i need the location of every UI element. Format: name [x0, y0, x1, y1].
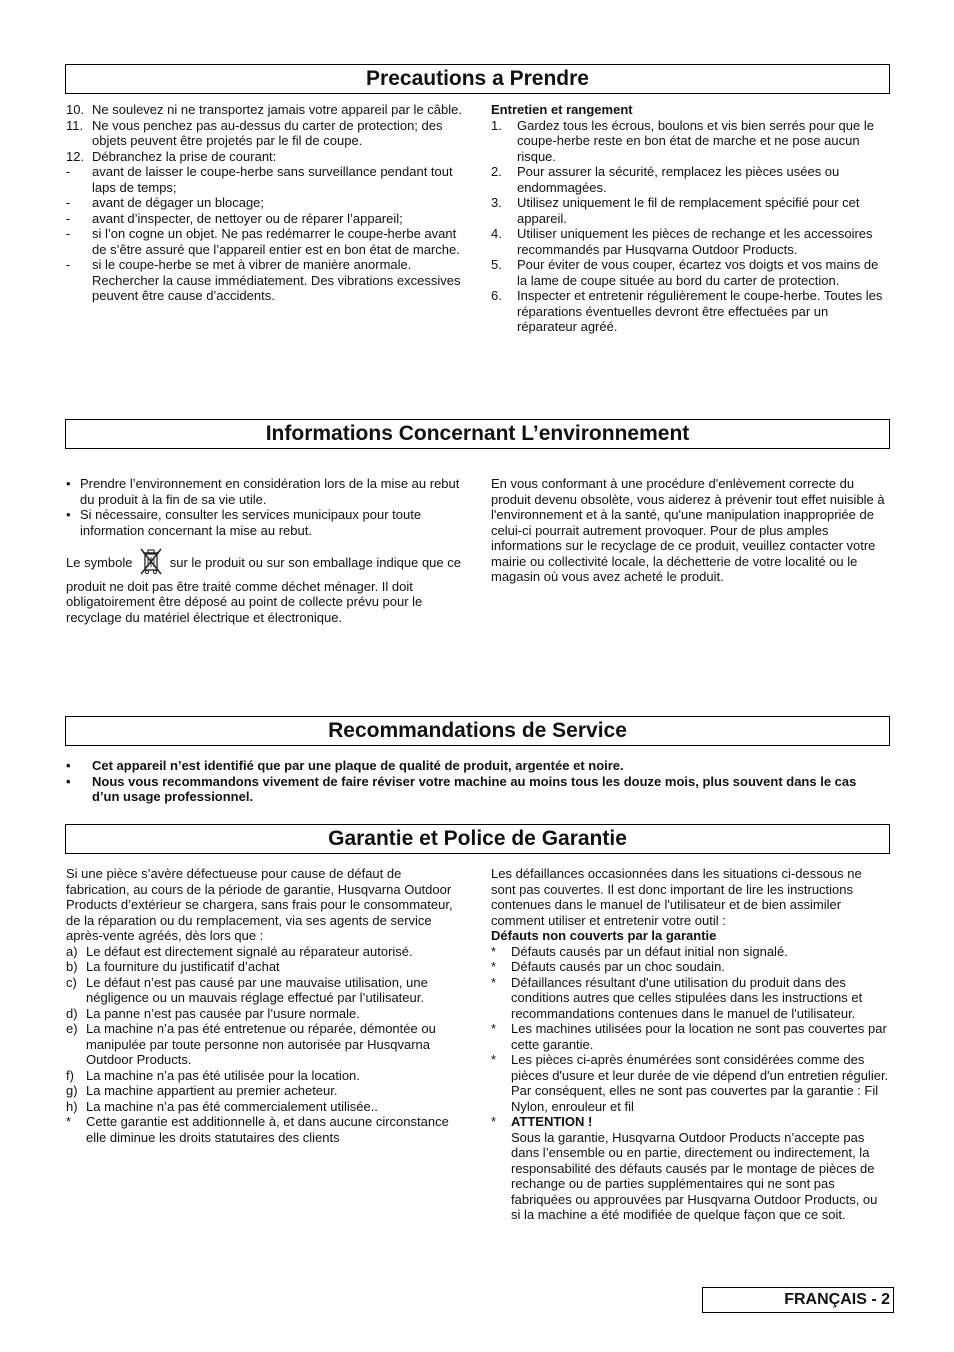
- list-item: 12. Débranchez la prise de courant:: [66, 148, 277, 164]
- list-item: - avant d’inspecter, de nettoyer ou de réparer l’appareil;: [66, 210, 403, 226]
- warranty-intro: Si une pièce s’avère défectueuse pour cause de défaut de fabrication, au cours de la période de garantie, Husqvarna Outdoor Products d’extérieur se chargera, sans frais pour le consommateur, de la réparation ou du remplacement, via ses agents de service après-vente agréés, dès lors que :: [66, 866, 453, 943]
- warranty-left-column: [66, 866, 466, 1145]
- section-header-warranty: Garantie et Police de Garantie: [65, 824, 890, 854]
- section-header-environment: Informations Concernant L’environnement: [65, 419, 890, 449]
- list-item: 5. Pour éviter de vous couper, écartez vos doigts et vos mains de la lame de coupe située au bord du carter de protection.: [491, 257, 879, 288]
- symbol-paragraph: Le symbole sur le produit ou sur son emballage indique que ce produit ne doit pas être traité comme déchet ménager. Il doit obligatoirement être déposé au point de collecte prévu pour le recyclage du matériel électrique et électronique.: [66, 547, 464, 625]
- list-item: * Défaillances résultant d'une utilisation du produit dans des conditions autres que celles stipulées dans les instructions et recommandations contenues dans le manuel de l'utilisateur.: [491, 974, 863, 1021]
- section-header-service: Recommandations de Service: [65, 716, 890, 746]
- list-item: 11. Ne vous penchez pas au-dessus du carter de protection; des objets peuvent être projetés par le fil de coupe.: [66, 117, 443, 148]
- list-item: d) La panne n’est pas causée par l’usure normale.: [66, 1005, 360, 1021]
- warranty-exclusions-heading: Défauts non couverts par la garantie: [491, 928, 717, 943]
- attention-item: * ATTENTION ! Sous la garantie, Husqvarna Outdoor Products n’accepte pas dans l’ensemble ou en partie, directement ou indirectement, la responsabilité des défauts causés par le montage de pièces de rechange ou de parties supplémentaires qui ne sont pas fabriquées ou approuvées par Husqvarna Outdoor Products, ou si la machine a été modifiée de quelque façon que ce soit.: [491, 1114, 889, 1223]
- list-item: c) Le défaut n’est pas causé par une mauvaise utilisation, une négligence ou un mauvais réglage effectué par l’utilisateur.: [66, 974, 428, 1005]
- list-item: 6. Inspecter et entretenir régulièrement le coupe-herbe. Toutes les réparations éventuelles devront être effectuées par un réparateur agréé.: [491, 288, 883, 334]
- list-item: * Défauts causés par un défaut initial non signalé.: [491, 943, 788, 959]
- list-item: * Les machines utilisées pour la location ne sont pas couvertes par cette garantie.: [491, 1021, 887, 1052]
- maintenance-right-column: [491, 102, 883, 335]
- warranty-exclusions-intro: Les défaillances occasionnées dans les situations ci-dessous ne sont pas couvertes. Il est donc important de lire les instructions contenues dans le manuel de l'utilisateur et de bien assimiler comment utiliser et entretenir votre outil :: [491, 866, 862, 928]
- precautions-left-column: [66, 102, 462, 304]
- list-item: * Cette garantie est additionnelle à, et dans aucune circonstance elle diminue les droits statutaires des clients: [66, 1114, 449, 1145]
- crossed-bin-icon: [138, 547, 164, 579]
- list-item: * Défauts causés par un choc soudain.: [491, 959, 725, 974]
- list-item: - avant de dégager un blocage;: [66, 195, 265, 210]
- maintenance-heading: Entretien et rangement: [491, 102, 633, 117]
- warranty-right-column: [491, 866, 889, 1223]
- list-item: - avant de laisser le coupe-herbe sans surveillance pendant tout laps de temps;: [66, 164, 453, 195]
- environment-left-column: [66, 476, 464, 625]
- list-item: 3. Utilisez uniquement le fil de remplacement spécifié pour cet appareil.: [491, 195, 860, 226]
- list-item: 10. Ne soulevez ni ne transportez jamais votre appareil par le câble.: [66, 102, 462, 117]
- service-bullets: [66, 758, 886, 805]
- list-item: e) La machine n’a pas été entretenue ou réparée, démontée ou manipulée par toute personne non autorisée par Husqvarna Outdoor Products.: [66, 1021, 436, 1067]
- list-item: - si l’on cogne un objet. Ne pas redémarrer le coupe-herbe avant de s’être assuré que l’appareil entier est en bon état de marche.: [66, 226, 460, 257]
- page-footer-label: FRANÇAIS - 2: [702, 1287, 894, 1313]
- environment-right-text: En vous conformant à une procédure d'enlèvement correcte du produit devenu obsolète, vous aiderez à prévenir tout effet nuisible à l'environnement et à la santé, qu'une manipulation inappropriée de celui-ci pourrait autrement provoquer. Pour de plus amples informations sur le recyclage de ce produit, veuillez contacter votre mairie ou collectivité locale, la déchetterie de votre localité ou le magasin où vous avez acheté le produit.: [491, 476, 885, 584]
- environment-right-column: [491, 476, 887, 585]
- list-item: h) La machine n’a pas été commercialement utilisée..: [66, 1098, 378, 1114]
- list-item: f) La machine n’a pas été utilisée pour la location.: [66, 1067, 360, 1083]
- list-item: * Les pièces ci-après énumérées sont considérées comme des pièces d'usure et leur durée de vie dépend d'un entretien régulier. Par conséquent, elles ne sont pas couvertes par la garantie : Fil Nylon, enrouleur et fil: [491, 1052, 889, 1114]
- list-item: a) Le défaut est directement signalé au réparateur autorisé.: [66, 943, 413, 959]
- list-item: g) La machine appartient au premier acheteur.: [66, 1083, 338, 1098]
- attention-text: Sous la garantie, Husqvarna Outdoor Products n’accepte pas dans l’ensemble ou en partie, directement ou indirectement, la responsabilité des défauts causés par le montage de pièces de rechange ou de parties supplémentaires qui ne sont pas fabriquées ou approuvées par Husqvarna Outdoor Products, ou si la machine a été modifiée de quelque façon que ce soit.: [511, 1129, 878, 1222]
- list-item: • Si nécessaire, consulter les services municipaux pour toute information concernant la mise au rebut.: [66, 507, 422, 538]
- list-item: • Nous vous recommandons vivement de faire réviser votre machine au moins tous les douze mois, plus souvent dans le cas d’un usage professionnel.: [66, 773, 857, 804]
- list-item: • Prendre l’environnement en considération lors de la mise au rebut du produit à la fin de sa vie utile.: [66, 476, 460, 507]
- list-item: 4. Utiliser uniquement les pièces de rechange et les accessoires recommandés par Husqvarna Outdoor Products.: [491, 226, 873, 257]
- list-item: 2. Pour assurer la sécurité, remplacez les pièces usées ou endommagées.: [491, 164, 840, 195]
- list-item: • Cet appareil n’est identifié que par une plaque de qualité de produit, argentée et noire.: [66, 758, 624, 773]
- attention-label: ATTENTION !: [511, 1114, 593, 1129]
- section-header-precautions: Precautions a Prendre: [65, 64, 890, 94]
- list-item: b) La fourniture du justificatif d’achat: [66, 959, 280, 974]
- list-item: - si le coupe-herbe se met à vibrer de manière anormale. Rechercher la cause immédiatement. Des vibrations excessives peuvent être cause d’accidents.: [66, 257, 461, 303]
- list-item: 1. Gardez tous les écrous, boulons et vis bien serrés pour que le coupe-herbe reste en bon état de marche et ne pose aucun risque.: [491, 117, 874, 164]
